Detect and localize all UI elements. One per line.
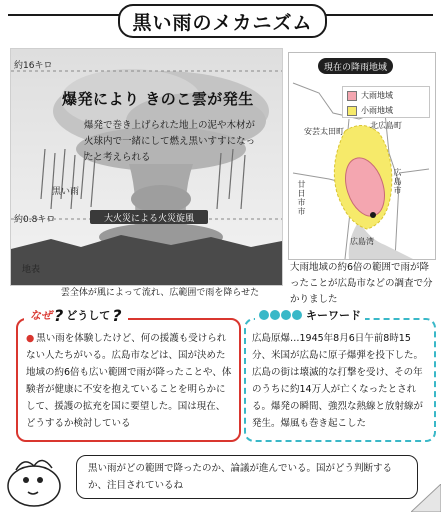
legend-light-swatch [347, 106, 357, 116]
legend-heavy-swatch [347, 91, 357, 101]
page-corner-icon [411, 484, 441, 512]
mushroom-cloud-illustration [10, 48, 283, 286]
why-body [26, 330, 232, 432]
rain-area-map [288, 52, 436, 260]
why-tag-label-2: どうして [66, 309, 111, 322]
black-rain-label: 黒い雨 [52, 187, 80, 197]
ground-label: 地表 [22, 265, 41, 275]
question-mark-icon-2: ? [112, 305, 122, 325]
keyword-body: 広島原爆…1945年8月6日午前8時15分、米国が広島に原子爆弾を投下した。広島の街は壊滅的な打撃を受け、その年のうちに約14万人が亡くなったとされる。爆発の瞬間、強烈な熱線と放射線が発生。爆風も巻き起こした [252, 333, 424, 429]
illustration-caption: 雲全体が風によって流れ、広範囲で雨を降らせた [60, 288, 260, 298]
place-akiota: 安芸太田町 [304, 127, 344, 136]
legend-heavy-rain [343, 89, 429, 102]
mushroom-cloud-graphic [11, 49, 282, 285]
mascot-icon [2, 448, 72, 508]
legend-light-rain [343, 104, 429, 117]
place-hiroshima: 広島市 [393, 168, 402, 195]
place-kitahiroshima: 北広島町 [370, 121, 402, 130]
map-caption: 大雨地域の約6倍の範囲で雨が降ったことが広島市などの調査で分かりました [290, 262, 433, 305]
altitude-08km-label: 約0.8キロ [14, 215, 56, 225]
map-badge: 現在の降雨地域 [318, 58, 393, 74]
why-tag-label: なぜ [30, 309, 52, 322]
cloud-explanation: 爆発で巻き上げられた地上の泥や木材が火球内で一緒にして燃え黒いすすになったと考えられる [84, 120, 256, 163]
map-legend [342, 86, 430, 118]
bullet-icon: ● [26, 333, 35, 344]
place-hatsukaichi: 廿日市市 [297, 180, 306, 216]
question-mark-icon: ? [54, 305, 64, 325]
why-text: 黒い雨を体験したけど、何の援護も受けられない人たちがいる。広島市などは、国が決めた地域の約6倍も広い範囲で雨が降ったことや、体験者が健康に不安を抱えていることを明らかにして、援護の拡充を国に要望した。国は現在、どうするか検討している [26, 333, 232, 429]
firestorm-label: 大火災による火災旋風 [90, 210, 208, 224]
legend-light-label: 小雨地域 [361, 106, 393, 115]
keyword-tag [255, 306, 365, 324]
speech-bubble-text: 黒い雨がどの範囲で降ったのか、論議が進んでいる。国がどう判断するか、注目されているね [88, 463, 393, 491]
place-bay: 広島湾 [350, 237, 374, 246]
legend-heavy-label: 大雨地域 [361, 91, 393, 100]
keyword-dots-icon [259, 310, 302, 320]
page-title: 黒い雨のメカニズム [118, 4, 327, 38]
cloud-headline: 爆発により きのこ雲が発生 [62, 90, 254, 108]
keyword-label: キーワード [306, 309, 361, 322]
map-graphic [289, 53, 435, 259]
altitude-16km-label: 約16キロ [14, 61, 53, 71]
why-tag [24, 306, 128, 324]
